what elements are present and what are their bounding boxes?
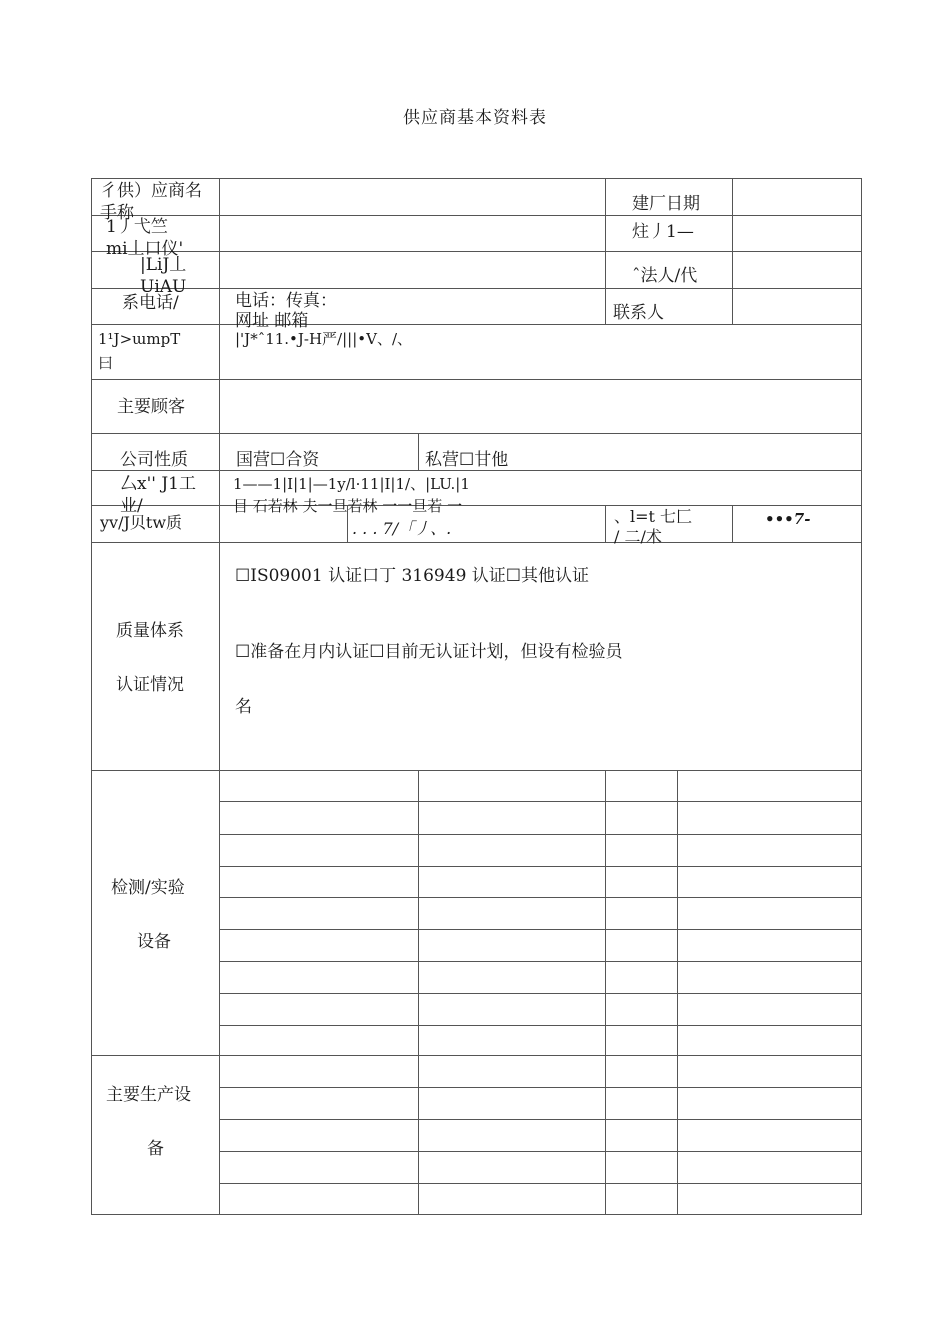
row9-label: yv/J贝tw质 — [100, 513, 183, 532]
row9-mid-value: . . . 7/「丿、. — [352, 519, 452, 538]
row9-right-value: 、l=t 七匚 / 二/术 — [614, 507, 693, 546]
legal-rep-label: ˆ法人/代 — [632, 266, 698, 286]
row2-right-label: 炷丿1— — [632, 222, 694, 242]
row3-label: |LiJ丄 UiAU — [140, 255, 187, 297]
quality-label-line1: 质量体系 — [116, 621, 184, 641]
quality-cert-options: ☐IS09001 认证口丁 316949 认证☐其他认证 — [235, 566, 590, 586]
founded-date-label: 建厂日期 — [632, 194, 700, 214]
contact-label: 联系人 — [613, 303, 664, 323]
test-equipment-label-line2: 设备 — [137, 932, 171, 952]
main-customers-label: 主要顾客 — [117, 397, 185, 417]
phone-fax-value: 电话：传真： 网址 邮箱 — [235, 291, 337, 331]
phone-label: 系电话/ — [122, 293, 179, 313]
row5-value: |'J*ˆ11.•J-H严/|||•V、/、 — [235, 330, 413, 348]
row8-label: 厶x'' J1工 业/ — [120, 474, 196, 516]
row8-value: 1——1|I|1|—1y/l·11|I|1/、|LU.|1 目 石若林 夫一旦若林 一一旦若 一 — [233, 475, 470, 515]
row9-far-value: •••7‐ — [765, 510, 811, 528]
quality-label-line2: 认证情况 — [116, 675, 184, 695]
test-equipment-label-line1: 检测/实验 — [111, 878, 185, 898]
page-title: 供应商基本资料表 — [403, 108, 547, 128]
row5-label: 1¹J>ɯmpT 曰 — [98, 330, 181, 372]
nature-option-state-jv: 国营☐合资 — [236, 450, 320, 470]
production-equipment-label-line1: 主要生产设 — [106, 1085, 191, 1105]
supplier-name-label: 彳供）应商名手称 — [100, 181, 202, 223]
production-equipment-label-line2: 备 — [147, 1139, 164, 1159]
quality-inspector-count: 名 — [235, 697, 252, 717]
row2-label: 1丿弋竺 mi丄口仪' — [106, 217, 184, 259]
nature-option-private-other: 私营☐甘他 — [425, 450, 509, 470]
company-nature-label: 公司性质 — [120, 450, 188, 470]
quality-cert-plan: ☐准备在月内认证☐目前无认证计划，但设有检验员 — [235, 642, 623, 662]
